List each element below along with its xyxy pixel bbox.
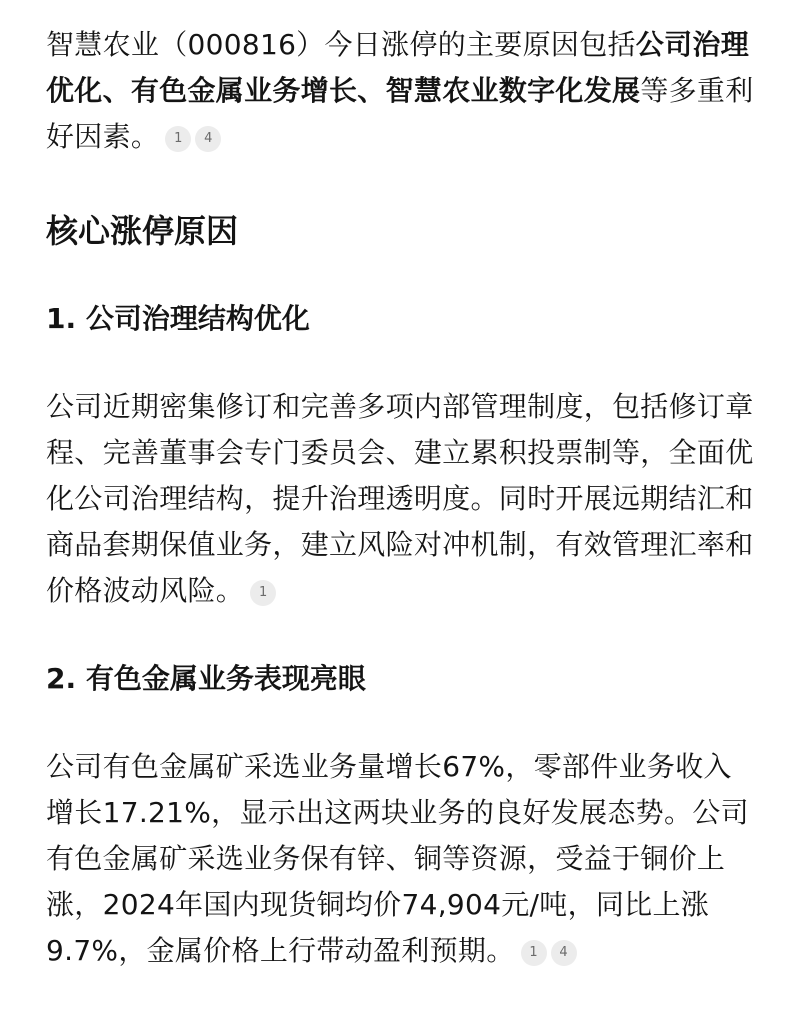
intro-suffix: 等多重利好因素。 [46, 74, 754, 153]
metals-paragraph [46, 744, 759, 974]
intro-text: 智慧农业（000816）今日涨停的主要原因包括 [46, 28, 636, 61]
citation-badge[interactable]: 1 [521, 940, 547, 966]
subsection-title-metals: 2. 有色金属业务表现亮眼 [46, 662, 366, 695]
intro-paragraph [46, 22, 759, 160]
intro-highlight: 公司治理优化、有色金属业务增长、智慧农业数字化发展 [46, 28, 749, 107]
citation-badge[interactable]: 4 [195, 126, 221, 152]
subsection-title-governance: 1. 公司治理结构优化 [46, 302, 310, 335]
citation-badge[interactable]: 1 [165, 126, 191, 152]
section-heading: 核心涨停原因 [46, 212, 239, 250]
governance-text: 公司近期密集修订和完善多项内部管理制度，包括修订章程、完善董事会专门委员会、建立累积投票制等，全面优化公司治理结构，提升治理透明度。同时开展远期结汇和商品套期保值业务，建立风险对冲机制，有效管理汇率和价格波动风险。 [46, 390, 754, 607]
citation-badge[interactable]: 1 [250, 580, 276, 606]
citation-badge[interactable]: 4 [551, 940, 577, 966]
governance-paragraph [46, 384, 759, 614]
metals-text: 公司有色金属矿采选业务量增长67%，零部件业务收入增长17.21%，显示出这两块业务的良好发展态势。公司有色金属矿采选业务保有锌、铜等资源，受益于铜价上涨，2024年国内现货铜均价74,904元/吨，同比上涨9.7%，金属价格上行带动盈利预期。 [46, 750, 749, 967]
